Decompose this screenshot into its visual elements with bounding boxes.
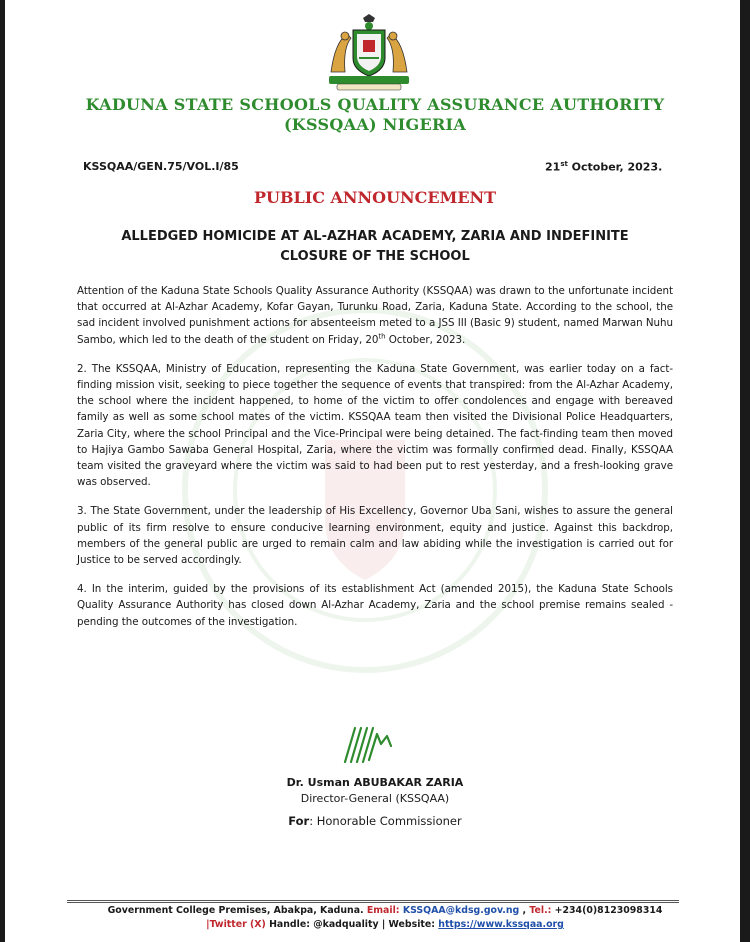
footer-website-link[interactable]: https://www.kssqaa.org: [438, 919, 564, 930]
footer-separator: ,: [522, 905, 527, 916]
date-rest: October, 2023.: [567, 160, 663, 174]
footer-email-label: Email:: [366, 905, 400, 916]
headline-line2: CLOSURE OF THE SCHOOL: [280, 249, 470, 264]
document-page: [5, 0, 740, 942]
coat-of-arms-icon: [323, 12, 415, 92]
reference-number: KSSQAA/GEN.75/VOL.I/85: [83, 160, 239, 173]
signatory-title: Director-General (KSSQAA): [300, 792, 450, 805]
paragraph-1-main: Attention of the Kaduna State Schools Quality Assurance Authority (KSSQAA) was drawn to the unfortunate incident that occurred at Al-Azhar Academy, Kofar Gayan, Turunku Road, Zaria, Kaduna State. According to the school, the sad incident involved punishment actions for absenteeism meted to a JSS III (Basic 9) student, named Marwan Nuhu Sambo, which led to the death of the student on Friday, 20: [77, 285, 673, 346]
signatory-name: Dr. Usman ABUBAKAR ZARIA: [286, 776, 464, 789]
for-line: [225, 814, 525, 828]
document-date: [545, 160, 662, 174]
right-border: [740, 0, 750, 942]
organization-name-line2: (KSSQAA) NIGERIA: [283, 115, 467, 134]
signature-icon: [341, 720, 401, 766]
footer-contact: [25, 905, 745, 916]
paragraph-1-sup: th: [378, 332, 386, 341]
footer-address: Government College Premises, Abakpa, Kaduna.: [107, 905, 364, 916]
date-day: 21: [545, 160, 561, 174]
organization-name-line1: KADUNA STATE SCHOOLS QUALITY ASSURANCE AUTHORITY: [85, 95, 665, 114]
announcement-title: PUBLIC ANNOUNCEMENT: [253, 188, 497, 207]
footer-handle: Handle: @kadquality | Website:: [269, 919, 436, 930]
headline-line1: ALLEDGED HOMICIDE AT AL-AZHAR ACADEMY, ZARIA AND INDEFINITE: [121, 229, 629, 244]
paragraph-2: 2. The KSSQAA, Ministry of Education, representing the Kaduna State Government, was earlier today on a fact-finding mission visit, seeking to piece together the sequence of events that transpired: from the Al-Azhar Academy, the school where the incident happened, to home of the victim to offer condolences and engage with bereaved family as well as some school mates of the victim. KSSQAA team then visited the Divisional Police Headquarters, Zaria City, where the school Principal and the Vice-Principal were being detained. The fact-finding team then moved to Hajiya Gambo Sawaba General Hospital, Zaria, where the victim was formally confirmed dead. Finally, KSSQAA team visited the graveyard where the victim was said to had been put to rest yesterday, and a fresh-looking grave was observed.: [77, 362, 673, 489]
footer-divider: [67, 900, 679, 901]
paragraph-1: [77, 283, 673, 348]
footer-social: [25, 919, 745, 930]
footer-twitter-label: |Twitter (X): [206, 919, 266, 930]
footer-tel: +234(0)8123098314: [554, 905, 663, 916]
footer-divider-secondary: [67, 902, 679, 903]
paragraph-4: 4. In the interim, guided by the provisions of its establishment Act (amended 2015), the Kaduna State Schools Quality Assurance Authority has closed down Al-Azhar Academy, Zaria and the school premise remains sealed - pending the outcomes of the investigation.: [77, 583, 673, 628]
paragraph-1-end: October, 2023.: [385, 333, 466, 346]
date-suffix: st: [560, 160, 568, 168]
headline: [85, 227, 665, 267]
announcement-body: [77, 283, 673, 643]
footer-tel-label: Tel.:: [529, 905, 552, 916]
footer-email[interactable]: KSSQAA@kdsg.gov.ng: [402, 905, 520, 916]
paragraph-3: 3. The State Government, under the leadership of His Excellency, Governor Uba Sani, wishes to assure the general public of its firm resolve to ensure conducive learning environment, equity and justice. Against this backdrop, members of the general public are urged to remain calm and law abiding while the investigation is carried out for Justice to be served accordingly.: [77, 505, 673, 567]
for-label: For: [288, 814, 310, 828]
for-recipient: : Honorable Commissioner: [309, 814, 462, 828]
